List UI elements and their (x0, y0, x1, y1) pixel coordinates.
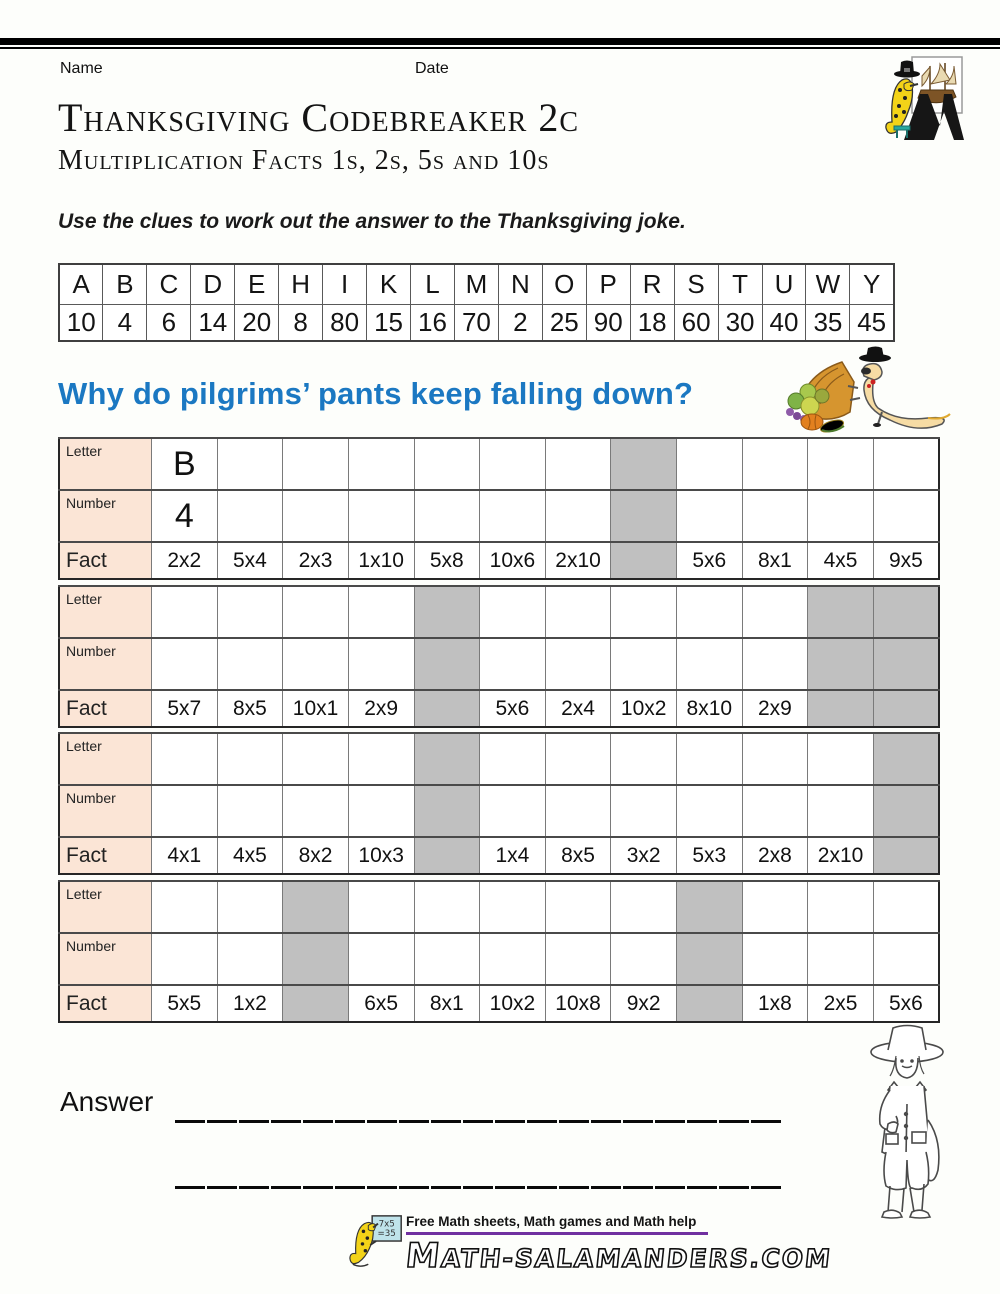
grid-fact-cell: 9x5 (873, 542, 939, 579)
grid-number-cell[interactable] (545, 490, 611, 542)
grid-fact-cell: 2x9 (348, 690, 414, 727)
footer (340, 1210, 834, 1280)
grid-fact-cell (677, 985, 743, 1022)
grid-fact-cell: 1x2 (217, 985, 283, 1022)
grid-letter-cell (873, 586, 939, 638)
grid-letter-cell[interactable] (545, 733, 611, 785)
codebreaker-grid-1 (58, 437, 940, 580)
grid-letter-cell[interactable] (742, 881, 808, 933)
code-letter-cell: U (762, 264, 806, 305)
answer-line-2[interactable] (175, 1186, 782, 1189)
grid-number-cell[interactable] (152, 638, 218, 690)
code-value-cell: 20 (235, 305, 279, 342)
grid-letter-cell (283, 881, 349, 933)
code-letter-cell: R (630, 264, 674, 305)
grid-number-cell[interactable] (217, 638, 283, 690)
grid-number-cell[interactable] (742, 490, 808, 542)
code-value-row (59, 305, 894, 342)
pilgrim-illustration (850, 1020, 970, 1220)
grid-number-cell[interactable] (348, 933, 414, 985)
grid-letter-cell[interactable] (677, 733, 743, 785)
grid-number-cell[interactable] (677, 638, 743, 690)
top-rule-thick (0, 38, 1000, 45)
grid-letter-cell[interactable] (611, 881, 677, 933)
grid-letter-cell[interactable] (152, 881, 218, 933)
grid-letter-cell[interactable] (217, 881, 283, 933)
grid-fact-cell (283, 985, 349, 1022)
grid-number-cell[interactable] (611, 638, 677, 690)
grid-letter-cell[interactable] (217, 586, 283, 638)
grid-letter-cell[interactable] (545, 881, 611, 933)
grid-fact-cell: 1x4 (480, 837, 546, 874)
code-value-cell: 30 (718, 305, 762, 342)
grid-fact-cell: 5x8 (414, 542, 480, 579)
grid-number-cell[interactable] (283, 785, 349, 837)
grid-fact-cell: 10x2 (611, 690, 677, 727)
grid-fact-cell: 6x5 (348, 985, 414, 1022)
code-letter-cell: M (454, 264, 498, 305)
grid-fact-cell: 5x3 (677, 837, 743, 874)
code-letter-cell: I (323, 264, 367, 305)
grid-row-label-fact: Fact (59, 690, 152, 727)
grid-number-cell (611, 490, 677, 542)
grid-letter-cell[interactable] (742, 733, 808, 785)
grid-fact-cell: 5x7 (152, 690, 218, 727)
grid-row-label-letter: Letter (59, 733, 152, 785)
grid-row-label-letter: Letter (59, 881, 152, 933)
grid-fact-cell: 2x2 (152, 542, 218, 579)
grid-fact-cell: 4x5 (217, 837, 283, 874)
grid-letter-cell[interactable] (480, 586, 546, 638)
footer-sign-line2: =35 (377, 1229, 396, 1240)
grid-fact-cell: 8x2 (283, 837, 349, 874)
grid-number-cell[interactable] (217, 785, 283, 837)
code-value-cell: 6 (147, 305, 191, 342)
grid-letter-cell[interactable] (480, 881, 546, 933)
grid-number-cell (283, 933, 349, 985)
grid-letter-cell[interactable] (152, 586, 218, 638)
grid-fact-cell (873, 837, 939, 874)
grid-letter-cell[interactable] (480, 733, 546, 785)
grid-fact-cell: 5x6 (873, 985, 939, 1022)
grid-letter-cell[interactable] (545, 438, 611, 490)
grid-row-label-number: Number (59, 785, 152, 837)
grid-row-label-fact: Fact (59, 542, 152, 579)
grid-letter-cell[interactable] (742, 438, 808, 490)
code-letter-cell: A (59, 264, 103, 305)
grid-fact-cell: 9x2 (611, 985, 677, 1022)
grid-number-cell[interactable] (545, 638, 611, 690)
footer-site-name: MATH-SALAMANDERS.COM (403, 1236, 834, 1275)
grid-letter-cell (414, 733, 480, 785)
page-subtitle: Multiplication Facts 1s, 2s, 5s and 10s (58, 145, 550, 176)
codebreaker-grid-4 (58, 880, 940, 1023)
grid-fact-cell: 5x6 (677, 542, 743, 579)
grid-number-cell[interactable] (742, 638, 808, 690)
code-value-cell: 2 (498, 305, 542, 342)
code-value-cell: 18 (630, 305, 674, 342)
grid-number-cell[interactable] (742, 933, 808, 985)
grid-fact-cell: 2x5 (808, 985, 874, 1022)
grid-fact-cell (873, 690, 939, 727)
grid-number-cell[interactable] (414, 933, 480, 985)
cornucopia-salamander-icon (778, 346, 964, 436)
grid-letter-cell[interactable] (283, 586, 349, 638)
grid-number-cell (873, 785, 939, 837)
grid-number-cell[interactable] (545, 933, 611, 985)
footer-purple-rule (406, 1232, 708, 1235)
grid-fact-cell (414, 690, 480, 727)
grid-number-cell (414, 785, 480, 837)
grid-row-label-number: Number (59, 490, 152, 542)
codebreaker-grid-2 (58, 585, 940, 728)
grid-letter-cell[interactable] (348, 586, 414, 638)
grid-letter-cell[interactable] (414, 438, 480, 490)
grid-fact-cell: 10x6 (480, 542, 546, 579)
code-table (58, 263, 895, 342)
code-value-cell: 80 (323, 305, 367, 342)
code-value-cell: 16 (411, 305, 455, 342)
grid-number-cell[interactable] (152, 785, 218, 837)
grid-fact-cell (611, 542, 677, 579)
grid-letter-cell[interactable] (873, 881, 939, 933)
code-value-cell: 4 (103, 305, 147, 342)
grid-fact-cell: 3x2 (611, 837, 677, 874)
math-salamanders-logo-icon (852, 54, 968, 142)
grid-number-cell[interactable] (677, 785, 743, 837)
code-letter-cell: K (367, 264, 411, 305)
grid-letter-cell[interactable] (545, 586, 611, 638)
code-letter-row (59, 264, 894, 305)
code-letter-cell: Y (850, 264, 894, 305)
code-letter-cell: T (718, 264, 762, 305)
grid-letter-cell (414, 586, 480, 638)
grid-number-cell (414, 638, 480, 690)
code-letter-cell: D (191, 264, 235, 305)
grid-letter-cell (808, 586, 874, 638)
grid-letter-cell[interactable] (283, 733, 349, 785)
grid-number-cell[interactable] (217, 933, 283, 985)
grid-fact-cell: 8x10 (677, 690, 743, 727)
grid-fact-cell: 2x3 (283, 542, 349, 579)
code-value-cell: 25 (542, 305, 586, 342)
code-value-cell: 90 (586, 305, 630, 342)
grid-number-cell[interactable] (217, 490, 283, 542)
grid-number-cell[interactable] (480, 933, 546, 985)
grid-number-cell[interactable] (873, 933, 939, 985)
code-value-cell: 15 (367, 305, 411, 342)
grid-letter-cell (873, 733, 939, 785)
grid-number-cell[interactable] (545, 785, 611, 837)
grid-letter-cell[interactable] (677, 438, 743, 490)
grid-number-cell[interactable] (152, 933, 218, 985)
top-rule-thin (0, 47, 1000, 49)
date-label: Date (415, 60, 449, 77)
grid-fact-cell: 10x2 (480, 985, 546, 1022)
grid-row-label-fact: Fact (59, 985, 152, 1022)
footer-tagline: Free Math sheets, Math games and Math help (406, 1214, 697, 1229)
grid-number-cell[interactable] (611, 933, 677, 985)
grid-letter-cell[interactable] (480, 438, 546, 490)
grid-letter-cell[interactable] (808, 733, 874, 785)
grid-number-cell: 4 (152, 490, 218, 542)
code-letter-cell: E (235, 264, 279, 305)
grid-row-label-number: Number (59, 638, 152, 690)
grid-letter-cell[interactable] (348, 881, 414, 933)
code-letter-cell: N (498, 264, 542, 305)
grid-letter-cell[interactable] (348, 733, 414, 785)
grid-fact-cell: 10x8 (545, 985, 611, 1022)
grid-row-label-letter: Letter (59, 586, 152, 638)
grid-number-cell[interactable] (348, 785, 414, 837)
grid-number-cell (873, 638, 939, 690)
grid-number-cell[interactable] (283, 490, 349, 542)
grid-row-label-fact: Fact (59, 837, 152, 874)
grid-fact-cell: 2x8 (742, 837, 808, 874)
grid-fact-cell (808, 690, 874, 727)
grid-number-cell[interactable] (348, 490, 414, 542)
code-letter-cell: H (279, 264, 323, 305)
grid-letter-cell (611, 438, 677, 490)
code-value-cell: 40 (762, 305, 806, 342)
grid-number-cell[interactable] (283, 638, 349, 690)
grid-fact-cell: 5x6 (480, 690, 546, 727)
grid-number-cell[interactable] (480, 785, 546, 837)
grid-letter-cell[interactable] (808, 438, 874, 490)
code-value-cell: 14 (191, 305, 235, 342)
code-letter-cell: L (411, 264, 455, 305)
name-label: Name (60, 60, 103, 77)
code-value-cell: 60 (674, 305, 718, 342)
grid-letter-cell[interactable] (217, 733, 283, 785)
grid-fact-cell: 5x5 (152, 985, 218, 1022)
grid-letter-cell[interactable] (217, 438, 283, 490)
grid-fact-cell: 10x3 (348, 837, 414, 874)
code-value-cell: 10 (59, 305, 103, 342)
codebreaker-grid-3 (58, 732, 940, 875)
grid-fact-cell: 4x1 (152, 837, 218, 874)
page-title: Thanksgiving Codebreaker 2c (58, 95, 579, 140)
code-letter-cell: O (542, 264, 586, 305)
grid-letter-cell: B (152, 438, 218, 490)
grid-number-cell[interactable] (611, 785, 677, 837)
grid-number-cell[interactable] (480, 490, 546, 542)
grid-letter-cell[interactable] (611, 586, 677, 638)
grid-number-cell (808, 638, 874, 690)
grid-fact-cell: 1x8 (742, 985, 808, 1022)
instruction-text: Use the clues to work out the answer to the Thanksgiving joke. (58, 210, 686, 233)
answer-line-1[interactable] (175, 1120, 782, 1123)
grid-number-cell[interactable] (808, 785, 874, 837)
grid-fact-cell: 5x4 (217, 542, 283, 579)
grid-number-cell (677, 933, 743, 985)
grid-number-cell[interactable] (414, 490, 480, 542)
code-value-cell: 35 (806, 305, 850, 342)
joke-question: Why do pilgrims’ pants keep falling down? (58, 376, 694, 411)
grid-fact-cell: 8x1 (742, 542, 808, 579)
grid-row-label-number: Number (59, 933, 152, 985)
grid-letter-cell[interactable] (611, 733, 677, 785)
grid-fact-cell: 2x4 (545, 690, 611, 727)
grid-fact-cell: 8x5 (217, 690, 283, 727)
grid-letter-cell[interactable] (677, 586, 743, 638)
answer-label: Answer (60, 1086, 154, 1117)
grid-fact-cell: 8x5 (545, 837, 611, 874)
grid-fact-cell: 4x5 (808, 542, 874, 579)
grid-letter-cell (677, 881, 743, 933)
grid-fact-cell: 2x9 (742, 690, 808, 727)
code-value-cell: 8 (279, 305, 323, 342)
grid-fact-cell: 10x1 (283, 690, 349, 727)
code-letter-cell: P (586, 264, 630, 305)
code-letter-cell: W (806, 264, 850, 305)
grid-number-cell[interactable] (480, 638, 546, 690)
code-letter-cell: C (147, 264, 191, 305)
code-value-cell: 70 (454, 305, 498, 342)
footer-salamander-logo-icon (344, 1212, 410, 1272)
grid-letter-cell[interactable] (808, 881, 874, 933)
grid-number-cell[interactable] (742, 785, 808, 837)
footer-sign-line1: 7x5 (378, 1219, 395, 1230)
grid-number-cell[interactable] (348, 638, 414, 690)
grid-number-cell[interactable] (873, 490, 939, 542)
code-letter-cell: B (103, 264, 147, 305)
grid-number-cell[interactable] (677, 490, 743, 542)
grid-letter-cell[interactable] (152, 733, 218, 785)
grid-row-label-letter: Letter (59, 438, 152, 490)
grid-letter-cell[interactable] (742, 586, 808, 638)
code-value-cell: 45 (850, 305, 894, 342)
grid-fact-cell (414, 837, 480, 874)
grid-number-cell[interactable] (808, 490, 874, 542)
code-letter-cell: S (674, 264, 718, 305)
grid-fact-cell: 2x10 (545, 542, 611, 579)
grid-letter-cell[interactable] (414, 881, 480, 933)
grid-fact-cell: 8x1 (414, 985, 480, 1022)
grid-number-cell[interactable] (808, 933, 874, 985)
grid-letter-cell[interactable] (283, 438, 349, 490)
grid-fact-cell: 2x10 (808, 837, 874, 874)
grid-letter-cell[interactable] (348, 438, 414, 490)
grid-fact-cell: 1x10 (348, 542, 414, 579)
grid-letter-cell[interactable] (873, 438, 939, 490)
